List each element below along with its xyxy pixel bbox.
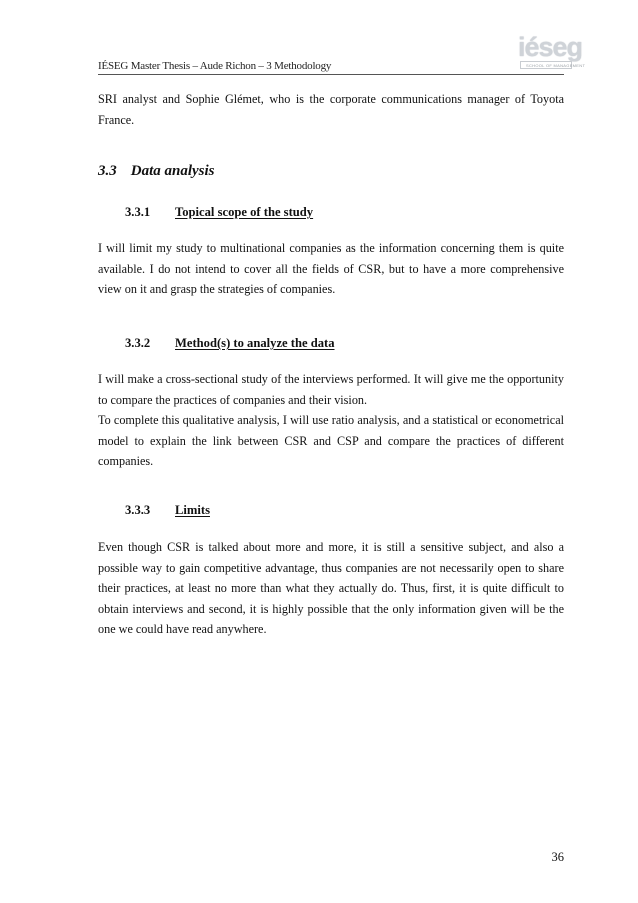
subsection-number: 3.3.2: [125, 336, 151, 350]
section-title: Data analysis: [130, 163, 215, 179]
logo-tagline: SCHOOL OF MANAGEMENT: [526, 63, 586, 68]
section-number: 3.3: [98, 163, 117, 179]
header-rule: [98, 74, 564, 75]
section-heading: [98, 163, 215, 180]
subsection-title: Topical scope of the study: [175, 205, 314, 219]
subsection-heading-3-3-2: [125, 336, 335, 351]
running-header: IÉSEG Master Thesis – Aude Richon – 3 Methodology: [98, 60, 332, 72]
paragraph-topical-scope: I will limit my study to multinational companies as the information concerning them is quite available. I do not intend to cover all the fields of CSR, but to have a more comprehensive view on it and grasp the strategies of companies.: [98, 241, 564, 296]
subsection-heading-3-3-3: [125, 503, 210, 518]
logo-wordmark: iéseg: [518, 32, 583, 62]
intro-paragraph: SRI analyst and Sophie Glémet, who is the corporate communications manager of Toyota France.: [98, 92, 564, 127]
subsection-heading-3-3-1: [125, 205, 313, 220]
subsection-number: 3.3.1: [125, 205, 151, 219]
paragraph-method-2: To complete this qualitative analysis, I will use ratio analysis, and a statistical or econometrical model to explain the link between CSR and CSP and compare the practices of different companies.: [98, 413, 564, 468]
paragraph-limits: Even though CSR is talked about more and more, it is still a sensitive subject, and also a possible way to gain competitive advantage, thus companies are not necessarily open to share their practices, at least no more than what they actually do. Thus, first, it is quite difficult to obtain interviews and second, it is highly possible that the only information given will be the one we could have read anywhere.: [98, 540, 564, 636]
paragraph-method-1: I will make a cross-sectional study of the interviews performed. It will give me the opportunity to compare the practices of companies and their vision.: [98, 372, 564, 407]
subsection-title: Method(s) to analyze the data: [175, 336, 335, 350]
subsection-title: Limits: [175, 503, 210, 517]
ieseg-logo: [512, 32, 586, 71]
subsection-number: 3.3.3: [125, 503, 151, 517]
page-number: 36: [551, 850, 564, 864]
